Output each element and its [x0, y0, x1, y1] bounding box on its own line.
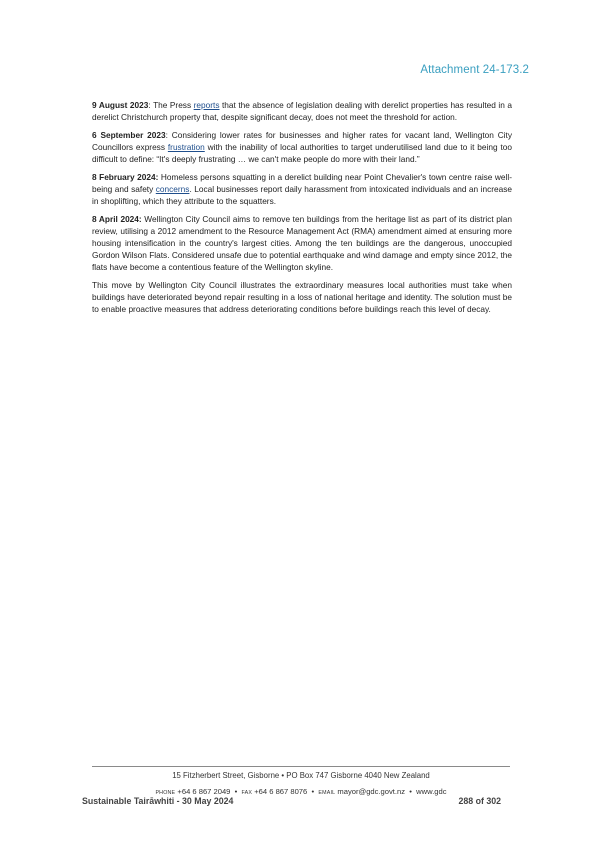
entry-text: The Press [153, 100, 194, 110]
entry-text: that the absence of legislation dealing with derelict properties has resulted in a derelict Christchurch property that, despite significant decay, does not meet the threshold for action. [92, 100, 512, 122]
email-label: EMAIL [318, 790, 336, 796]
entry-text: . Local businesses report daily harassment from intoxicated individuals and an increase in shoplifting, which they attribute to the squatters. [92, 184, 512, 206]
footer-meeting-label: Sustainable Tairāwhiti - 30 May 2024 [82, 796, 234, 806]
document-body [92, 99, 512, 321]
letterhead-contact: PHONE +64 6 867 2049 • FAX +64 6 867 8076 • EMAIL mayor@gdc.govt.nz • www.gdc [155, 787, 447, 796]
letterhead-address: 15 Fitzherbert Street, Gisborne • PO Box 747 Gisborne 4040 New Zealand [172, 771, 430, 780]
attachment-label: Attachment 24-173.2 [420, 64, 529, 76]
concerns-link[interactable]: concerns [155, 184, 190, 194]
entry-paragraph [92, 213, 512, 273]
footer-divider [92, 766, 510, 767]
entry-text: with the inability of local authorities to target underutilised land due to it being too difficult to define: “It's deeply frustrating … we can't make people do more with their land.” [92, 142, 512, 164]
fax-number: +64 6 867 8076 [254, 787, 308, 796]
entry-date: 6 September 2023 [92, 130, 166, 140]
entry-text: Homeless persons squatting in a derelict building near Point Chevalier's town centre raise well-being and safety [92, 172, 512, 194]
entry-paragraph [92, 171, 512, 207]
entry-date: 8 February 2024: [92, 172, 159, 182]
website: www.gdc [416, 787, 447, 796]
entry-paragraph: 9 August 2023: The Press reports that the absence of legislation dealing with derelict properties has resulted in a derelict Christchurch property that, despite significant decay, does not meet the threshold for action. [92, 100, 512, 122]
frustration-link[interactable]: frustration [167, 142, 205, 152]
phone-label: PHONE [155, 790, 176, 796]
email-address: mayor@gdc.govt.nz [337, 787, 406, 796]
entry-text: Considering lower rates for businesses and higher rates for vacant land, Wellington City Councillors express [92, 130, 512, 152]
phone-number: +64 6 867 2049 [177, 787, 231, 796]
reports-link[interactable]: reports [193, 100, 220, 110]
entry-date: 9 August 2023 [92, 100, 149, 110]
entry-paragraph: 6 September 2023: Considering lower rates for businesses and higher rates for vacant land, Wellington City Councillors express frustration with the inability of local authorities to target underutilised land due to it being too difficult to define: “It's deeply frustrating … we can't make people do more with their land.” [92, 130, 512, 164]
page-number: 288 of 302 [458, 796, 501, 806]
entry-date: 8 April 2024: [92, 214, 142, 224]
entry-text: Wellington City Council aims to remove ten buildings from the heritage list as part of its district plan review, utilising a 2012 amendment to the Resource Management Act (RMA) amendment aimed at ensuring more housing intensification in the country's largest cities. Among the ten buildings are the dangerous, unoccupied Gordon Wilson Flats. Considered unsafe due to potential earthquake and wind damage and empty since 2012, the flats have become a contentious feature of the Wellington skyline. [92, 214, 512, 272]
fax-label: FAX [241, 790, 253, 796]
closing-paragraph: This move by Wellington City Council illustrates the extraordinary measures local authorities must take when buildings have deteriorated beyond repair resulting in a loss of national heritage and identity. The solution must be to enable proactive measures that address deteriorating conditions before buildings reach this level of decay. [92, 280, 512, 314]
